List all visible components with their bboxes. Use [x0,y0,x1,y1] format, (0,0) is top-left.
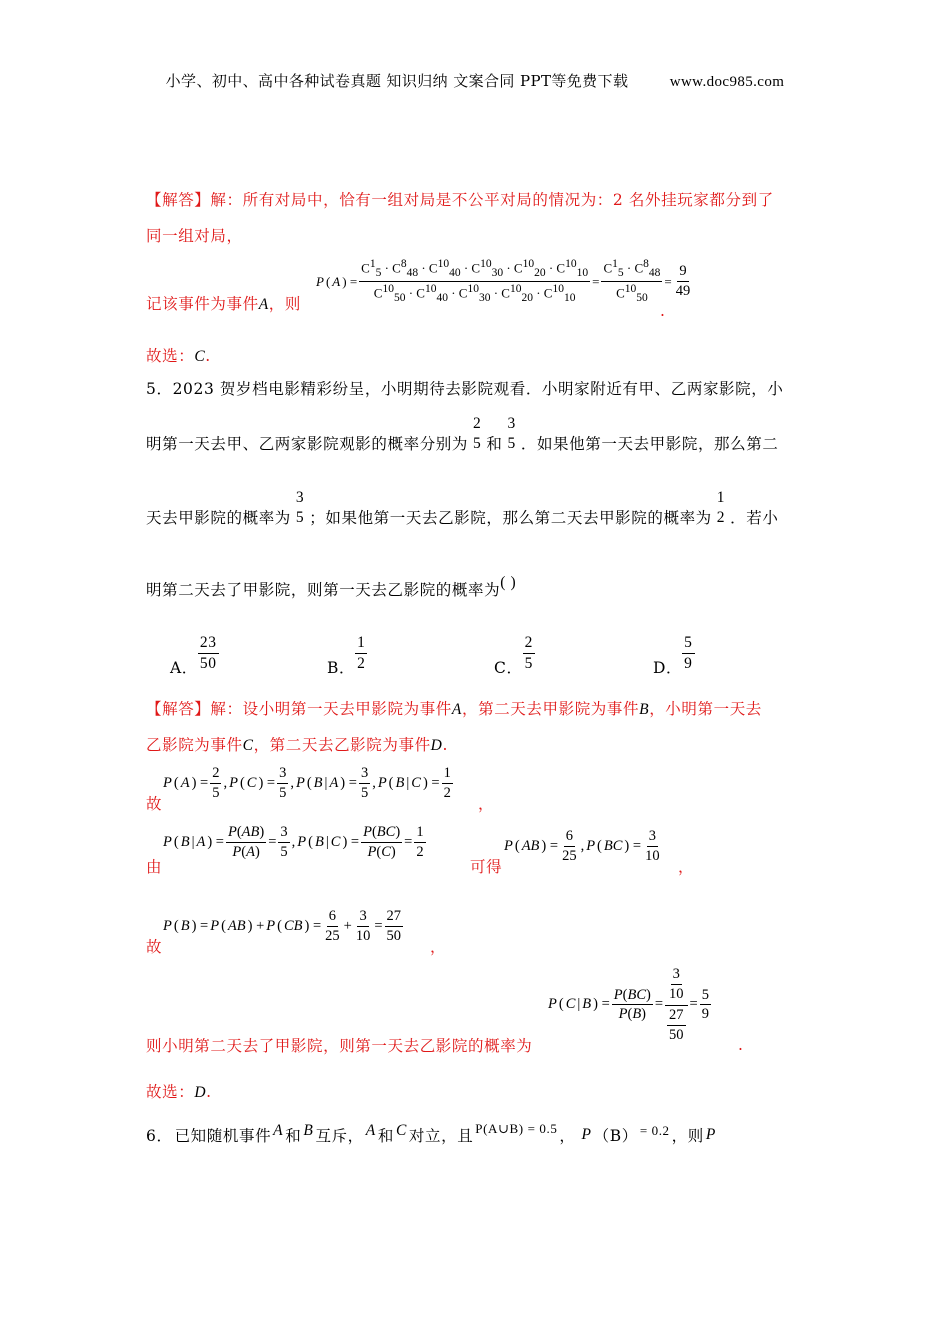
solution-tag: 【解答】 [146,191,211,209]
q6-line1: 6． 已知随机事件 A 和 B 互斥， A 和 C 对立，且 P(A∪B) = 0.5 ， P （B） = 0.2 ，则 P [146,1121,716,1145]
q4-answer: 故选：C. [146,347,211,365]
header-url: www.doc985.com [669,74,785,90]
q5-option-c[interactable]: C． $\frac{2}{5}$ [494,634,533,678]
q5-option-b[interactable]: B． $\frac{1}{2}$ [327,634,366,678]
page-header [0,70,950,91]
q5-conclusion: 则小明第二天去了甲影院，则第一天去乙影院的概率为 [146,1037,533,1055]
q5-gu1: 故 [146,795,163,813]
q5-line4: 明第二天去了甲影院，则第一天去乙影院的概率为( ) [146,574,517,599]
q4-end-dot: . [660,302,666,320]
q5-comma3: ， [430,938,447,956]
q5-conditional-formula: P ( B | A ) = $\frac{P(AB)}{P(A)}$ = $\frac{3}{5}$ , P ( B | C ) = $\frac{P(BC)}{P(C)}$ = $\frac{1}{2}$ [163,824,424,860]
q4-probability-formula: P ( A ) = $\frac{C^1_5 \cdot C^8_{48} \cdot C^{10}_{40} \cdot C^{10}_{30} \cdot C^{10}_{20} \cdot C^{10}_{10}}{C^{10}_{50} \cdot C^{10}_{40} \cdot C^{10}_{30} \cdot C^{10}_{20} \cdot C^{10}_{10}}$ = $\frac{C^1_5 \cdot C^8_{48}}{C^{10}_{50}}$ = $\frac{9}{49}$ [316,258,691,305]
q5-solution-line2: 乙影院为事件C，第二天去乙影院为事件D. [146,736,448,754]
q5-line3: 天去甲影院的概率为 3 5 ；如果他第一天去乙影院，那么第二天去甲影院的概率为 1 2 ．若小 [146,489,779,527]
q4-solution-line1: 【解答】解：所有对局中，恰有一组对局是不公平对局的情况为：2 名外挂玩家都分到了 [146,191,774,209]
q5-line1: 5．2023 贺岁档电影精彩纷呈，小明期待去影院观看．小明家附近有甲、乙两家影院，小 [146,380,784,398]
q5-total-probability: P ( B ) = P ( AB ) + P ( CB ) = $\frac{6}{25}$ + $\frac{3}{10}$ = $\frac{27}{50}$ [163,908,402,944]
header-text: 小学、初中、高中各种试卷真题 知识归纳 文案合同 PPT等免费下载 [165,72,629,90]
q5-joint-probabilities: P ( AB ) = $\frac{6}{25}$ , P ( BC ) = $\frac{3}{10}$ [504,828,660,864]
q5-line2: 明第一天去甲、乙两家影院观影的概率分别为 2 5 和 3 5 ．如果他第一天去甲影院，那么第二 [146,415,779,453]
q5-given-probabilities: P ( A ) = $\frac{2}{5}$ , P ( C ) = $\frac{3}{5}$ , P ( B | A ) = $\frac{3}{5}$ , P ( B | C ) = $\frac{1}{2}$ [163,765,451,801]
q5-comma1: ， [478,795,495,813]
q5-answer: 故选：D. [146,1083,212,1101]
q5-you: 由 [146,858,163,876]
q5-gu2: 故 [146,938,163,956]
q5-bayes-formula: P ( C | B ) = $\frac{P(BC)}{P(B)}$ = $\frac{\frac{3}{10}}{\frac{27}{50}}$ = $\frac{5}{9}$ [548,966,709,1044]
q5-kede: 可得 [470,858,503,876]
q5-solution-line1: 【解答】解：设小明第一天去甲影院为事件A，第二天去甲影院为事件B，小明第一天去 [146,700,762,718]
q5-end-dot: . [738,1036,744,1054]
q4-solution-line3: 记该事件为事件A，则 [146,295,301,313]
q4-solution-line2: 同一组对局， [146,227,243,245]
q5-comma2: ， [678,858,695,876]
q5-option-d[interactable]: D． $\frac{5}{9}$ [653,634,693,678]
q5-option-a[interactable]: A． $\frac{23}{50}$ [170,634,217,678]
